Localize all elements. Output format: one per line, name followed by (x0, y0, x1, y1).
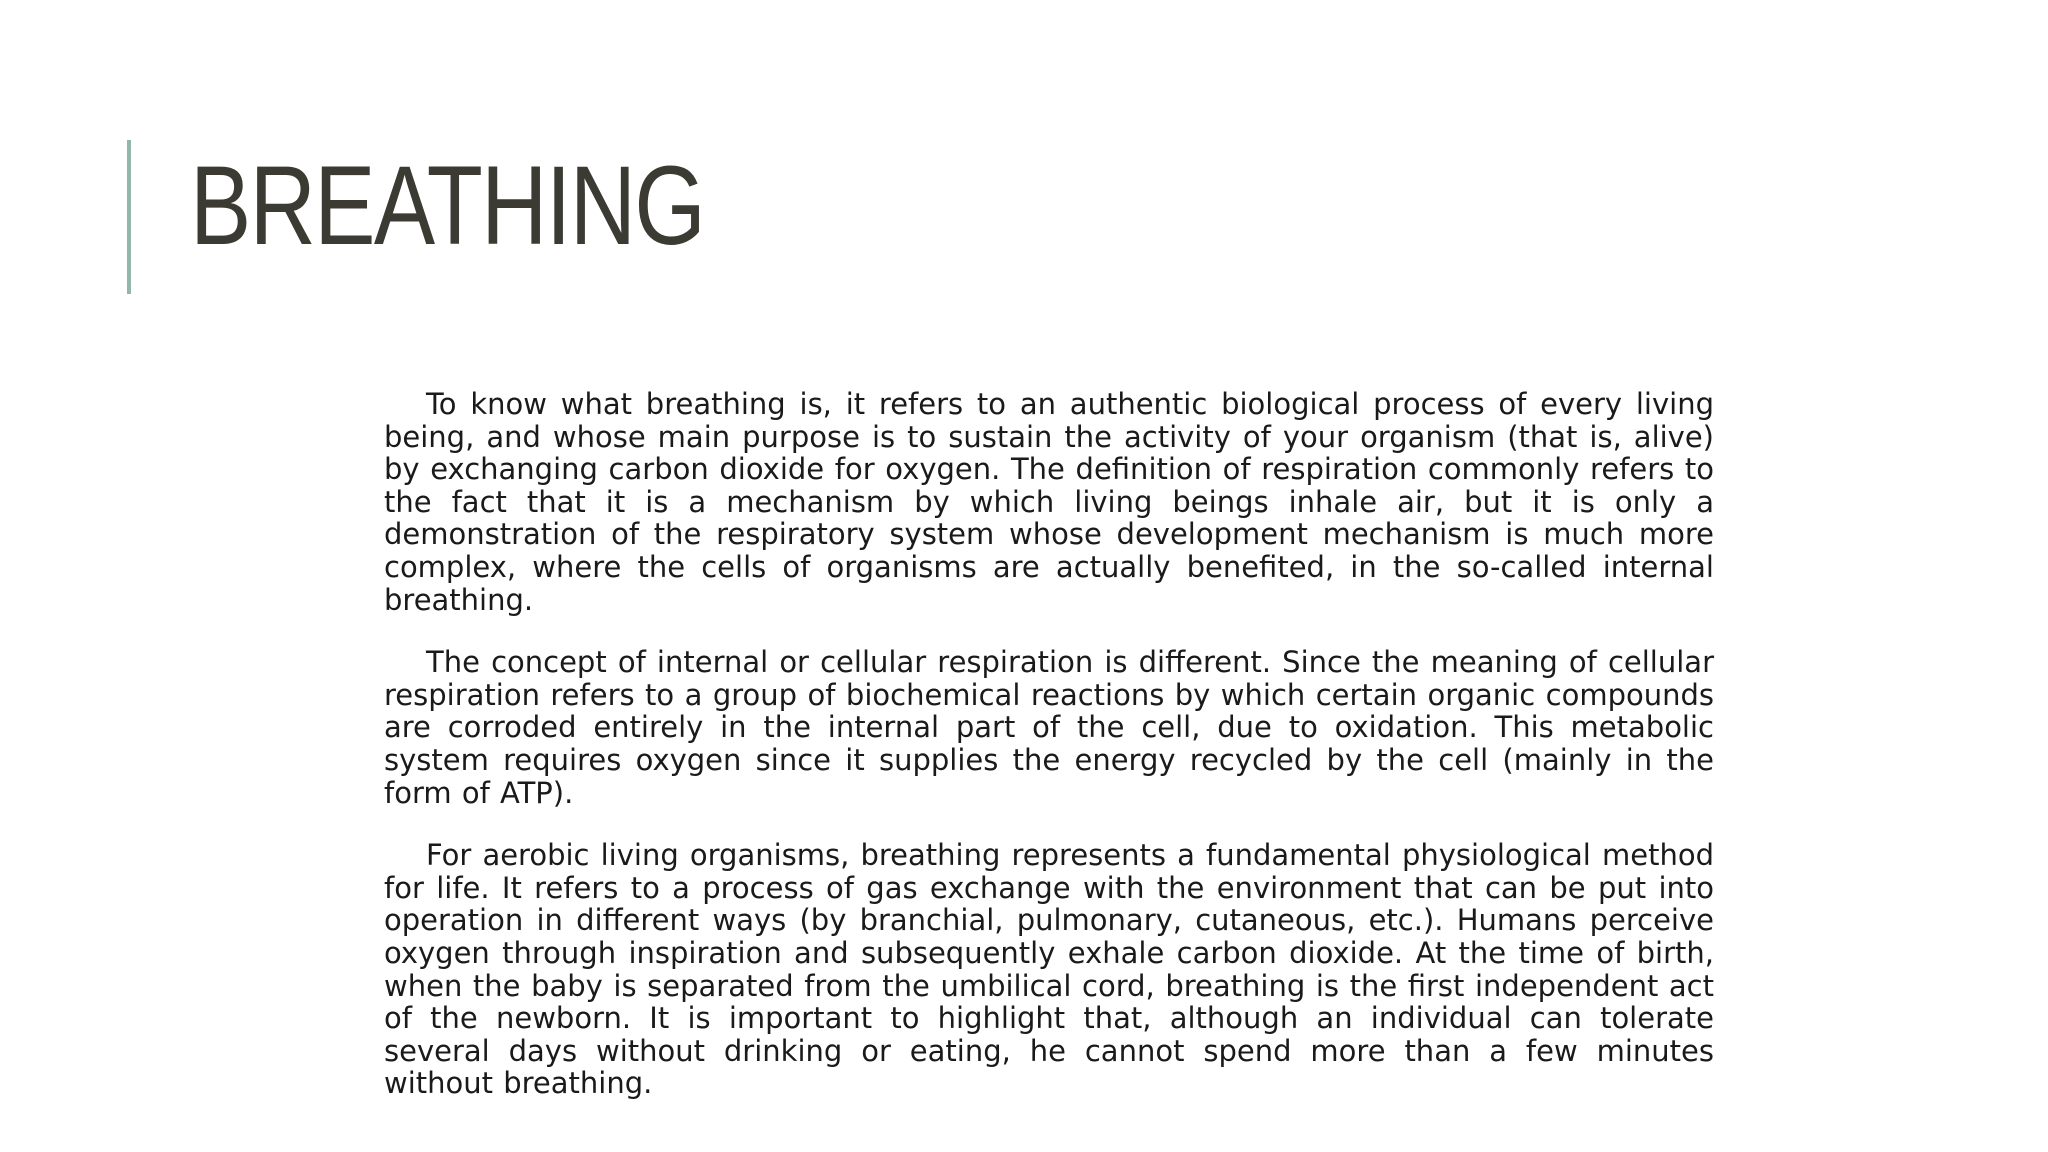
body-paragraph-2: The concept of internal or cellular respiration is different. Since the meaning of cellular respiration refers to a group of biochemical reactions by which certain organic compounds are corroded entirely in the internal part of the cell, due to oxidation. This metabolic system requires oxygen since it supplies the energy recycled by the cell (mainly in the form of ATP). (384, 645, 1714, 810)
slide-body (384, 388, 1714, 1100)
slide-title: BREATHING (190, 143, 705, 268)
body-paragraph-1: To know what breathing is, it refers to an authentic biological process of every living being, and whose main purpose is to sustain the activity of your organism (that is, alive) by exchanging carbon dioxide for oxygen. The definition of respiration commonly refers to the fact that it is a mechanism by which living beings inhale air, but it is only a demonstration of the respiratory system whose development mechanism is much more complex, where the cells of organisms are actually benefited, in the so-called internal breathing. (384, 387, 1714, 617)
title-accent-bar (127, 140, 131, 294)
body-paragraph-3: For aerobic living organisms, breathing represents a fundamental physiological method for life. It refers to a process of gas exchange with the environment that can be put into operation in different ways (by branchial, pulmonary, cutaneous, etc.). Humans perceive oxygen through inspiration and subsequently exhale carbon dioxide. At the time of birth, when the baby is separated from the umbilical cord, breathing is the first independent act of the newborn. It is important to highlight that, although an individual can tolerate several days without drinking or eating, he cannot spend more than a few minutes without breathing. (384, 838, 1714, 1101)
